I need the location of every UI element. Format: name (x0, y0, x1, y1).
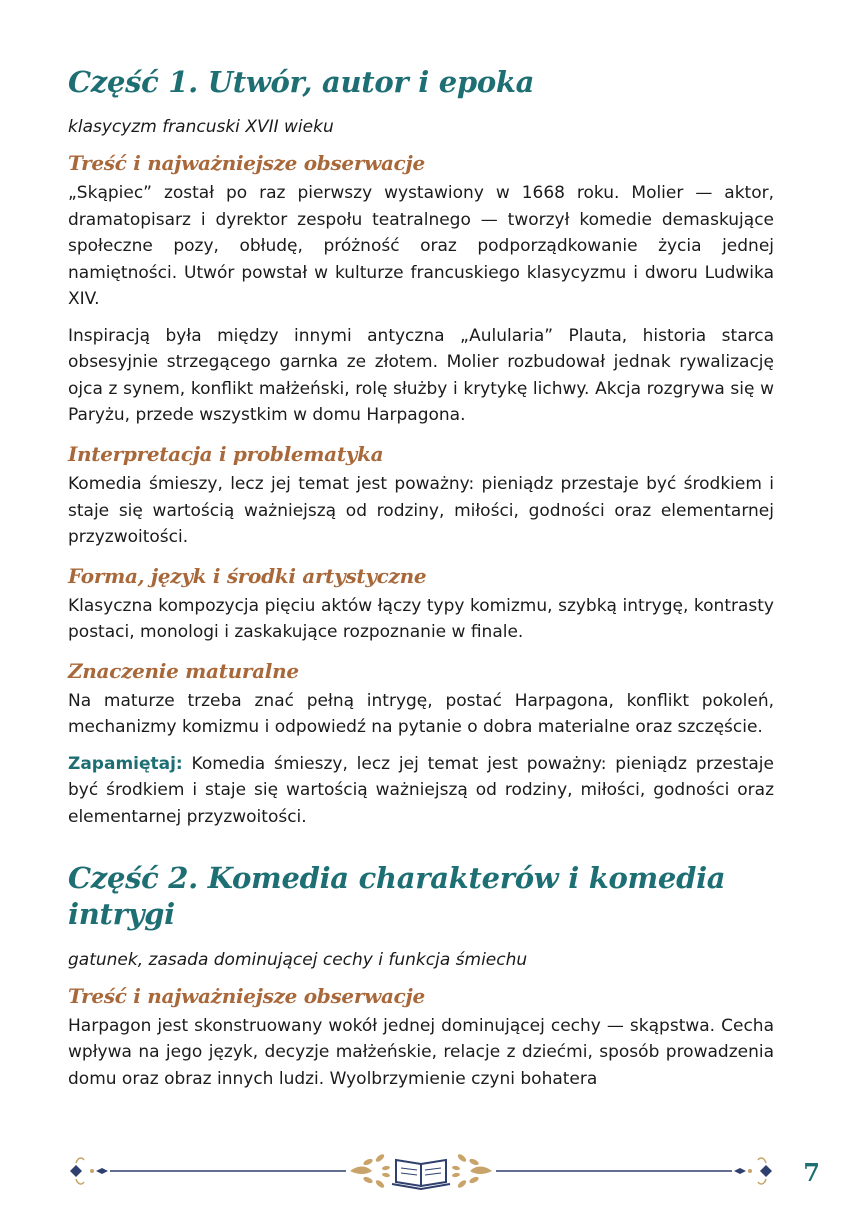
part1-heading-interpretation: Interpretacja i problematyka (68, 441, 384, 466)
part2-title: Część 2. Komedia charakterów i komedia intrygi (68, 861, 726, 932)
footer-ornament (66, 1148, 776, 1194)
remember-label: Zapamiętaj: (68, 753, 183, 774)
right-flourish-icon (734, 1158, 772, 1184)
part2-paragraph-1: Harpagon jest skonstruowany wokół jednej dominującej cechy — skąpstwa. Cecha wpływa na jego język, decyzje małżeńskie, relacje z dziećmi, sposób prowadzenia domu oraz obraz innych ludzi. Wyolbrzymienie czyni bohatera (68, 1015, 774, 1089)
part2-subtitle: gatunek, zasada dominującej cechy i funkcja śmiechu (68, 949, 528, 970)
part2-heading-content: Treść i najważniejsze obserwacje (68, 983, 425, 1008)
right-leaves-icon (452, 1153, 492, 1189)
part1-paragraph-1: „Skąpiec” został po raz pierwszy wystawiony w 1668 roku. Molier — aktor, dramatopisarz i dyrektor zespołu teatralnego — tworzył komedie demaskujące społeczne pozy, obłudę, próżność oraz podporządkowanie życia jednej namiętności. Utwór powstał w kulturze francuskiego klasycyzmu i dworu Ludwika XIV. (68, 183, 774, 310)
part1-paragraph-4: Klasyczna kompozycja pięciu aktów łączy typy komizmu, szybką intrygę, kontrasty postaci, monologi i zaskakujące rozpoznanie w finale. (68, 595, 774, 643)
part1-title: Część 1. Utwór, autor i epoka (68, 65, 535, 99)
part1-paragraph-5: Na maturze trzeba znać pełną intrygę, postać Harpagona, konflikt pokoleń, mechanizmy komizmu i odpowiedź na pytanie o dobra materialne oraz szczęście. (68, 690, 774, 738)
left-leaves-icon (350, 1153, 390, 1189)
remember-note (68, 751, 774, 831)
part1-subtitle: klasycyzm francuski XVII wieku (68, 117, 334, 138)
open-book-icon (392, 1160, 450, 1189)
left-flourish-icon (70, 1158, 108, 1184)
remember-text: Komedia śmieszy, lecz jej temat jest poważny: pieniądz przestaje być środkiem i staje się wartością ważniejszą od rodziny, miłości, godności oraz elementarnej przyzwoitości. (68, 753, 774, 827)
part1-heading-matura: Znaczenie maturalne (68, 658, 299, 683)
part1-heading-content: Treść i najważniejsze obserwacje (68, 151, 425, 176)
part1-heading-form: Forma, język i środki artystyczne (68, 563, 427, 588)
part1-paragraph-2: Inspiracją była między innymi antyczna „Aulularia” Plauta, historia starca obsesyjnie strzegącego garnka ze złotem. Molier rozbudował jednak rywalizację ojca z synem, konflikt małżeński, rolę służby i krytykę lichwy. Akcja rozgrywa się w Paryżu, przede wszystkim w domu Harpagona. (68, 325, 774, 426)
page-number: 7 (803, 1158, 820, 1187)
ornament-divider (66, 1148, 776, 1194)
page-content (68, 64, 774, 1102)
part1-paragraph-3: Komedia śmieszy, lecz jej temat jest poważny: pieniądz przestaje być środkiem i staje się wartością ważniejszą od rodziny, miłości, godności oraz elementarnej przyzwoitości. (68, 473, 774, 548)
